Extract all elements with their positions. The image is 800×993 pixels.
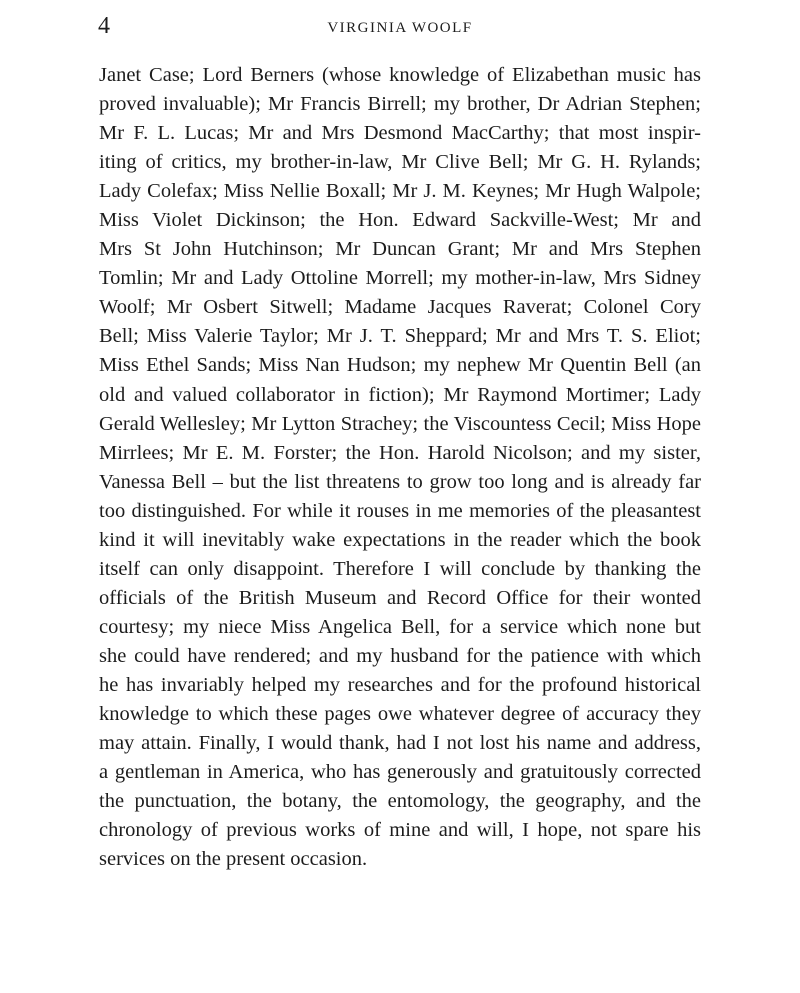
text-line: kind it will inevitably wake expectations in the reader which the book [99,528,701,551]
text-line: she could have rendered; and my husband for the patience with which [99,644,701,667]
body-paragraph [99,61,701,874]
text-line: Tomlin; Mr and Lady Ottoline Morrell; my mother-in-law, Mrs Sidney [99,267,701,290]
text-line: Woolf; Mr Osbert Sitwell; Madame Jacques Raverat; Colonel Cory [99,296,701,319]
text-line: knowledge to which these pages owe whatever degree of accuracy they [99,703,701,726]
text-line: proved invaluable); Mr Francis Birrell; my brother, Dr Adrian Stephen; [99,93,701,116]
text-line: Lady Colefax; Miss Nellie Boxall; Mr J. M. Keynes; Mr Hugh Walpole; [99,180,701,203]
text-line: Janet Case; Lord Berners (whose knowledge of Elizabethan music has [99,64,701,86]
text-line: Mrs St John Hutchinson; Mr Duncan Grant; Mr and Mrs Stephen [99,238,701,261]
text-line: chronology of previous works of mine and will, I hope, not spare his [99,819,701,842]
text-line: itself can only disappoint. Therefore I will conclude by thanking the [99,557,701,580]
text-line: old and valued collaborator in fiction); Mr Raymond Mortimer; Lady [99,383,701,406]
text-line: services on the present occasion. [99,848,368,871]
text-line: Miss Violet Dickinson; the Hon. Edward Sackville-West; Mr and [99,209,701,232]
text-line: the punctuation, the botany, the entomology, the geography, and the [99,790,701,813]
text-line: he has invariably helped my researches and for the profound historical [99,673,701,696]
text-line: Bell; Miss Valerie Taylor; Mr J. T. Sheppard; Mr and Mrs T. S. Eliot; [99,325,701,348]
text-line: Mirrlees; Mr E. M. Forster; the Hon. Harold Nicolson; and my sister, [99,441,701,464]
text-line: Vanessa Bell – but the list threatens to grow too long and is already far [99,470,701,493]
page-number: 4 [98,13,110,39]
text-line: officials of the British Museum and Record Office for their wonted [99,586,701,609]
text-line: Mr F. L. Lucas; Mr and Mrs Desmond MacCarthy; that most inspir- [99,122,701,145]
text-line: may attain. Finally, I would thank, had I not lost his name and address, [99,732,701,755]
text-line: iting of critics, my brother-in-law, Mr Clive Bell; Mr G. H. Rylands; [99,151,701,174]
text-line: a gentleman in America, who has generously and gratuitously corrected [99,761,701,784]
text-line: courtesy; my niece Miss Angelica Bell, for a service which none but [99,615,701,638]
text-line: Gerald Wellesley; Mr Lytton Strachey; the Viscountess Cecil; Miss Hope [99,412,701,435]
text-line: Miss Ethel Sands; Miss Nan Hudson; my nephew Mr Quentin Bell (an [99,354,701,377]
text-line: too distinguished. For while it rouses in me memories of the pleasantest [99,499,701,522]
running-head: VIRGINIA WOOLF [327,20,473,36]
